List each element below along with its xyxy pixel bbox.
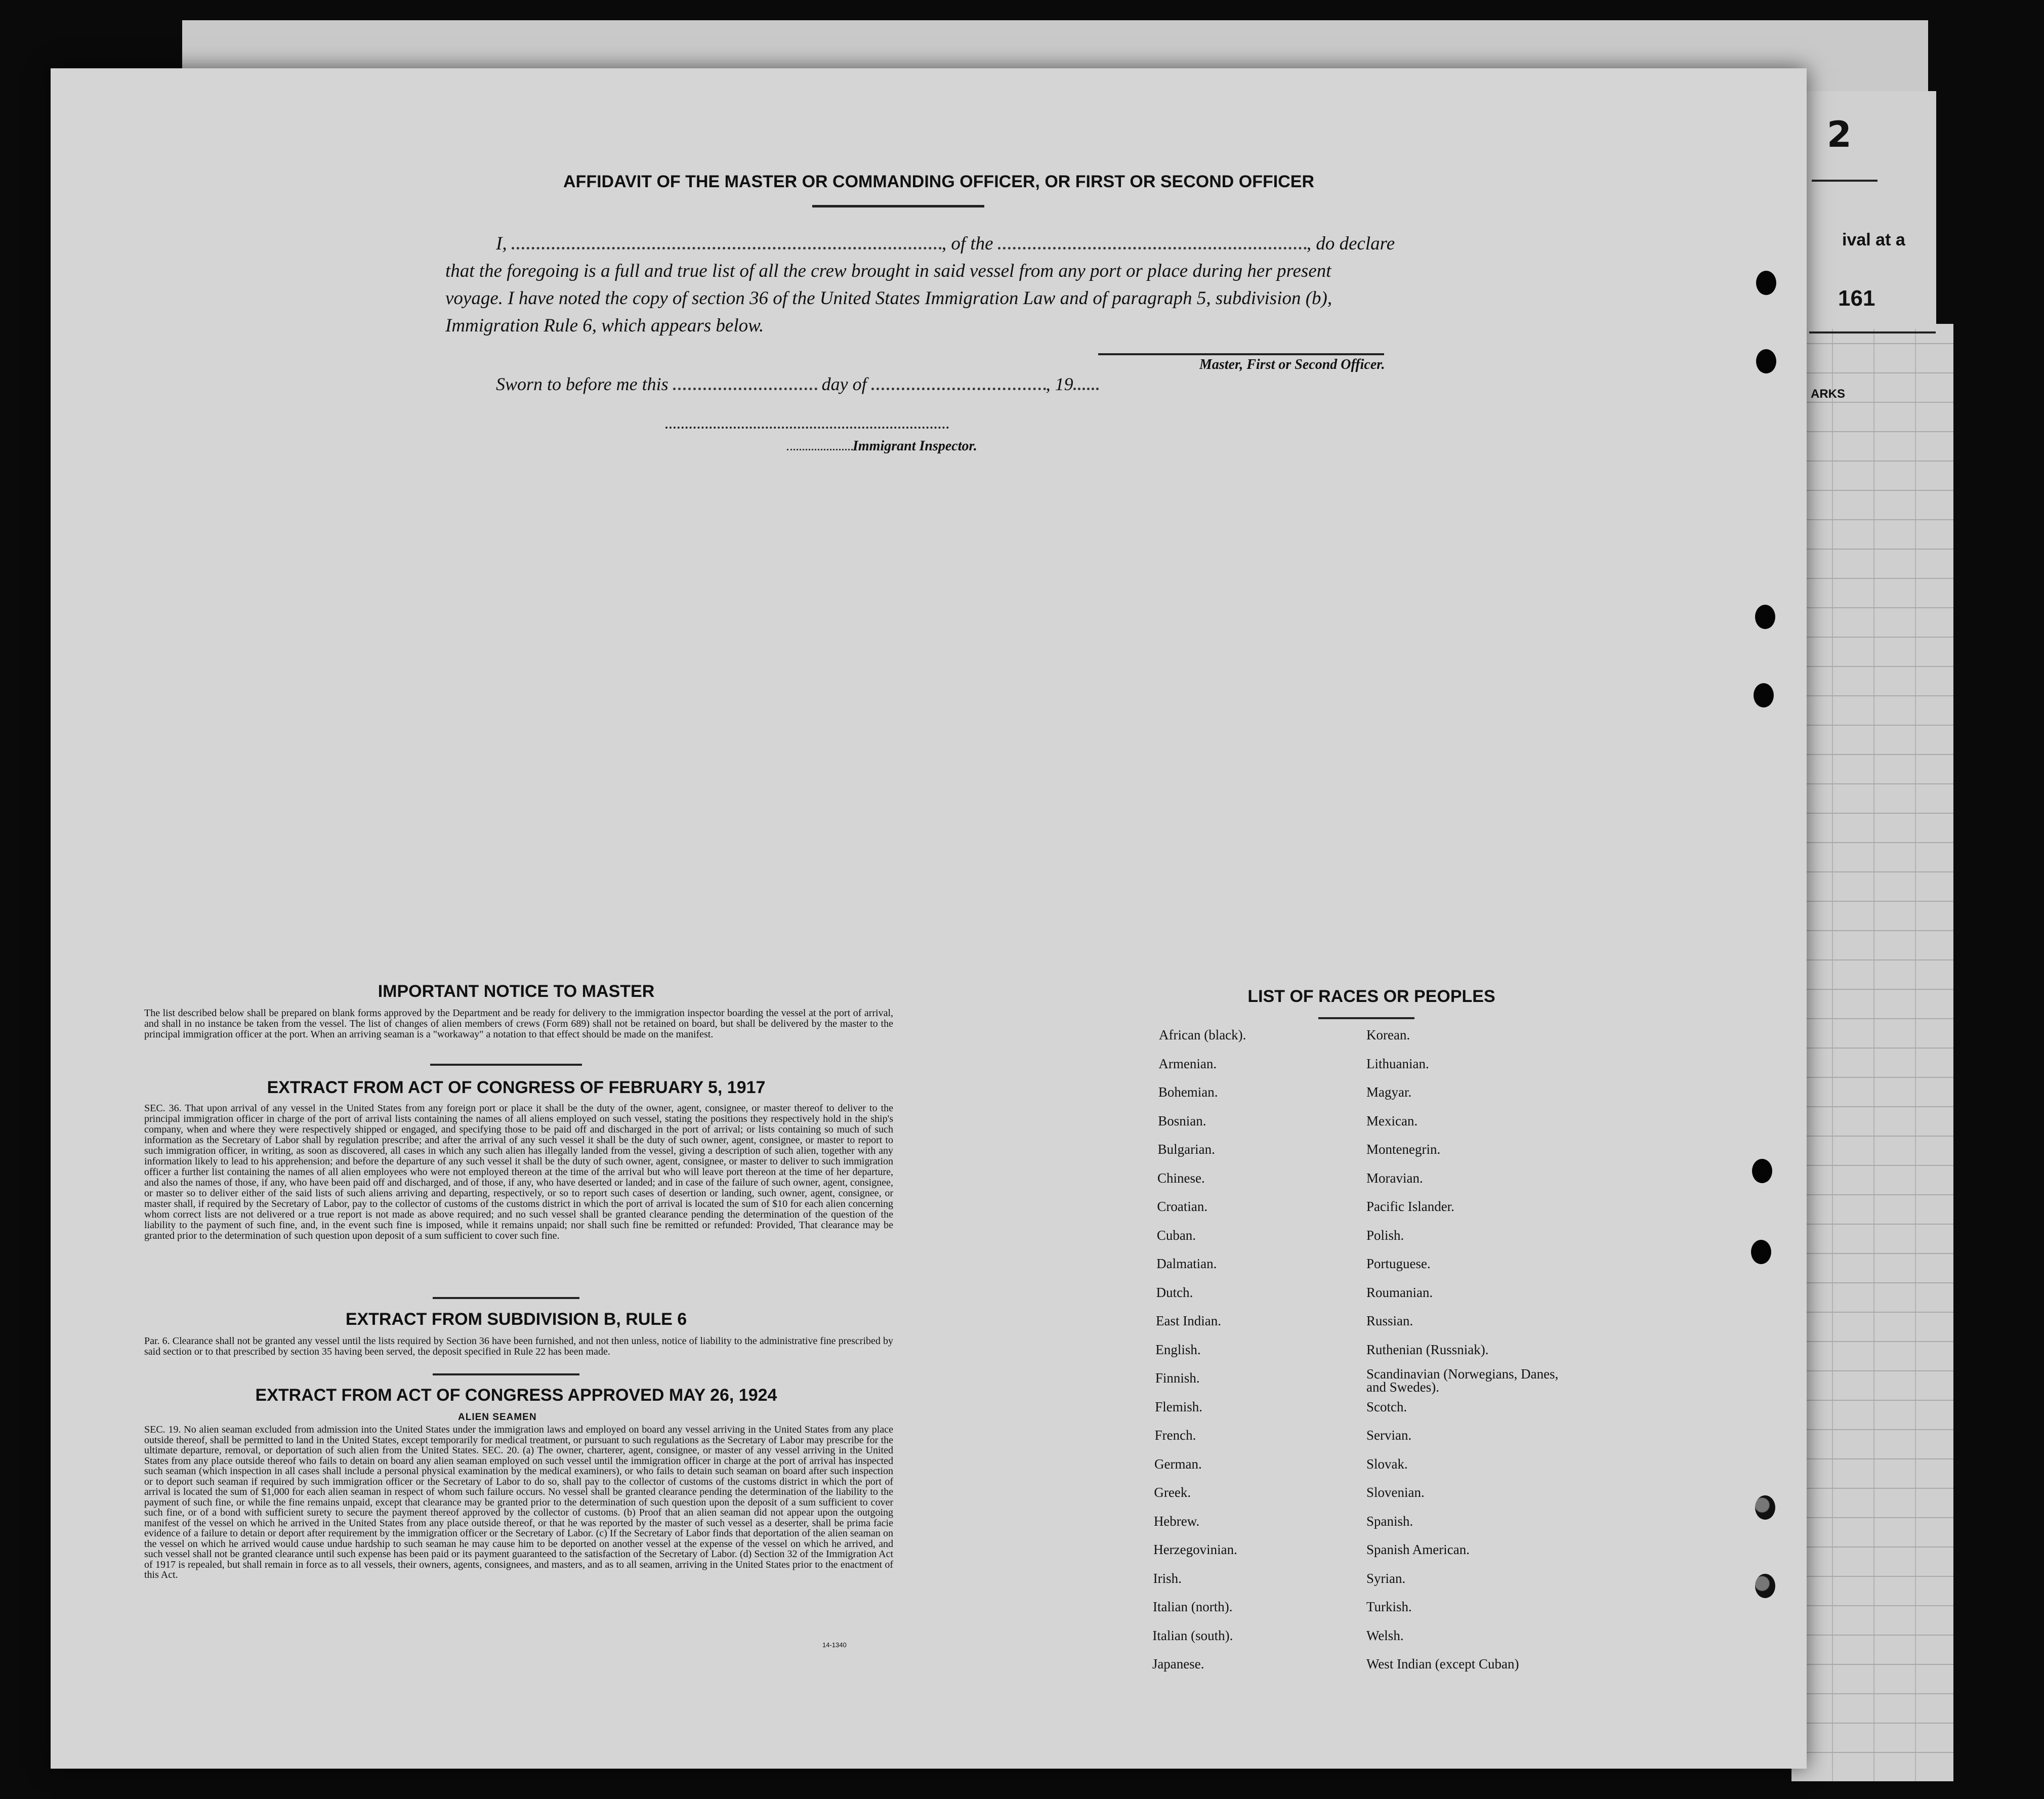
race-item: Moravian.: [1366, 1170, 1423, 1186]
race-item: Russian.: [1366, 1313, 1413, 1328]
race-item: Bulgarian.: [1157, 1142, 1215, 1157]
inspector-label: Immigrant Inspector.: [853, 438, 977, 454]
affidavit-line3: voyage. I have noted the copy of section 36 of the United States Immigration Law and of paragraph 5, subdivision (b),: [445, 288, 1332, 309]
affidavit-declare: , do declare: [1306, 233, 1395, 254]
race-item: Magyar.: [1366, 1084, 1412, 1100]
underlying-ledger-strip: [1791, 324, 1953, 1781]
punch-hole: [1756, 349, 1776, 373]
race-item: Montenegrin.: [1366, 1142, 1441, 1157]
race-item: Armenian.: [1158, 1056, 1217, 1071]
title-rule: [812, 205, 984, 207]
race-item: Cuban.: [1156, 1227, 1196, 1243]
race-item: Pacific Islander.: [1366, 1199, 1454, 1214]
page-number: 161: [1838, 286, 1875, 311]
race-item: Spanish.: [1366, 1513, 1413, 1529]
race-item: Slovenian.: [1366, 1485, 1425, 1500]
race-item: English.: [1155, 1342, 1201, 1357]
vessel-blank: [998, 247, 1307, 249]
handwritten-mark: 2: [1827, 114, 1852, 155]
punch-hole: [1754, 683, 1774, 707]
affidavit-body: [445, 230, 1437, 340]
alien-seamen-subtitle: ALIEN SEAMEN: [458, 1412, 537, 1423]
race-item: Italian (north).: [1153, 1599, 1233, 1614]
race-item: Dutch.: [1156, 1284, 1193, 1300]
punch-hole: [1755, 1574, 1775, 1598]
race-item: Lithuanian.: [1366, 1056, 1429, 1071]
race-item: Mexican.: [1366, 1113, 1418, 1128]
master-signature-line: [1098, 353, 1384, 355]
race-item: Japanese.: [1152, 1656, 1204, 1671]
arrival-fragment: ival at a: [1842, 230, 1905, 249]
sworn-line: [496, 373, 1099, 395]
form-number: 14-1340: [822, 1641, 847, 1649]
affidavit-line2: that the foregoing is a full and true list of all the crew brought in said vessel from any port or place during her present: [445, 261, 1331, 281]
race-item: Dalmatian.: [1156, 1256, 1217, 1271]
edge-rule: [1809, 331, 1936, 333]
race-item: Greek.: [1154, 1485, 1191, 1500]
notice-rule: [430, 1064, 582, 1066]
rule6-text: Par. 6. Clearance shall not be granted any vessel until the lists required by Section 36 have been furnished, and not then unless, notice of liability to the administrative fine prescribed by said section or to that prescribed by section 35 having been served, the deposit specified in Rule 22 has been made.: [144, 1335, 893, 1357]
race-item: Korean.: [1366, 1027, 1410, 1042]
affidavit-line4: Immigration Rule 6, which appears below.: [445, 315, 764, 336]
remarks-fragment: ARKS: [1811, 387, 1846, 401]
punch-hole: [1751, 1240, 1771, 1264]
name-blank: [512, 247, 942, 249]
race-item: Servian.: [1366, 1428, 1412, 1443]
race-item: Scandinavian (Norwegians, Danes, and Swedes).: [1366, 1366, 1559, 1395]
race-item: Chinese.: [1157, 1170, 1205, 1186]
extract-1917-text: SEC. 36. That upon arrival of any vessel in the United States from any foreign port or place it shall be the duty of the owner, agent, consignee, or master thereof to deliver to the principal immigration officer in charge of the port of arrival lists containing the names of all aliens employed on such vessel, stating the positions they respectively hold in the ship's company, when and where they were respectively shipped or engaged, and specifying those to be paid off and discharged in the port of arrival; or lists containing so much of such information as the Secretary of Labor shall by regulation prescribe; and after the arrival of any such vessel it shall be the duty of such owner, agent, consignee, or master to report to such immigration officer, in writing, as soon as discovered, all cases in which any such alien has illegally landed from the vessel, giving a description of such alien, together with any information likely to lead to his apprehension; and before the departure of any such vessel it shall be the duty of such owner, agent, consignee, or master to deliver to such immigration officer a further list containing the names of all alien employees who were not employed thereon at the time of the arrival but who will leave port thereon at the time of her departure, and also the names of those, if any, who have been paid off and discharged, and of those, if any, who have deserted or landed; and in case of the failure of such owner, agent, consignee, or master so to deliver either of the said lists of such aliens arriving and departing, respectively, or so to report such cases of desertion or landing, such owner, agent, consignee, or master shall, if required by the Secretary of Labor, pay to the collector of customs of the customs district in which the port of arrival is located the sum of $10 for each alien concerning whom correct lists are not delivered or a true report is not made as above required; and no such vessel shall be granted clearance pending the determination of the question of the liability to the payment of such fine, and, in the event such fine is imposed, while it remains unpaid; nor shall such fine be remitted or refunded: Provided, That clearance may be granted prior to the determination of such question upon deposit of a sum sufficient to cover such fine.: [144, 1103, 893, 1241]
race-item: Ruthenian (Russniak).: [1366, 1342, 1489, 1357]
race-item: Herzegovinian.: [1153, 1542, 1237, 1557]
master-label: Master, First or Second Officer.: [1199, 357, 1385, 372]
day-blank: [673, 388, 817, 390]
race-item: Hebrew.: [1153, 1513, 1200, 1529]
race-item: Bosnian.: [1158, 1113, 1206, 1128]
race-item: Flemish.: [1155, 1399, 1202, 1414]
extract-1917-title: EXTRACT FROM ACT OF CONGRESS OF FEBRUARY 5, 1917: [267, 1078, 766, 1097]
affidavit-of-the: , of the: [941, 233, 993, 254]
race-item: West Indian (except Cuban): [1366, 1656, 1519, 1671]
punch-hole: [1756, 271, 1776, 295]
race-item: Roumanian.: [1366, 1284, 1433, 1300]
race-item: Croatian.: [1157, 1199, 1208, 1214]
races-rule: [1318, 1017, 1414, 1019]
notice-text: The list described below shall be prepared on blank forms approved by the Department and be ready for delivery to the immigration inspector boarding the vessel at the port of arrival, and shall in no instance be taken from the vessel. The list of changes of alien members of crews (Form 689) shall not be retained on board, but shall be delivered by the master to the principal immigration officer at the port. When an arriving seaman is a "workaway" a notation to that effect should be made on the manifest.: [144, 1008, 893, 1040]
punch-hole: [1755, 605, 1775, 629]
extract-1924-title: EXTRACT FROM ACT OF CONGRESS APPROVED MAY 26, 1924: [255, 1386, 777, 1405]
race-item: Syrian.: [1366, 1570, 1406, 1586]
extract-1924-text: SEC. 19. No alien seaman excluded from admission into the United States under the immigration laws and employed on board any vessel arriving in the United States from any place outside thereof, shall be permitted to land in the United States, except temporarily for medical treatment, or pursuant to such regulations as the Secretary of Labor may prescribe for the ultimate departure, removal, or deportation of such alien from the United States. SEC. 20. (a) The owner, charterer, agent, consignee, or master of any vessel arriving in the United States from any place outside thereof who fails to detain on board any alien seaman employed on such vessel until the immigration officer in charge at the port of arrival has inspected such seaman (which inspection in all cases shall include a personal physical examination by the medical examiners), or who fails to detain such seaman on board after such inspection or to deport such seaman if required by such immigration officer or the Secretary of Labor to do so, shall pay to the collector of customs of the customs district in which the port of arrival is located the sum of $1,000 for each alien seaman in respect of whom such failure occurs. No vessel shall be granted clearance pending the determination of the liability to the payment of such fine, or while the fine remains unpaid, except that clearance may be granted prior to the determination of such question upon the deposit of a sum sufficient to cover such fine, or of a bond with sufficient surety to secure the payment thereof approved by the collector of customs. (b) Proof that an alien seaman did not appear upon the outgoing manifest of the vessel on which he arrived in the United States from any place outside thereof, or that he was reported by the master of such vessel as a deserter, shall be prima facie evidence of a failure to detain or deport after requirement by the immigration officer or the Secretary of Labor. (c) If the Secretary of Labor finds that deportation of the alien seaman on the vessel on which he arrived would cause undue hardship to such seaman he may cause him to be deported on another vessel at the expense of the vessel on which he arrived, and such vessel shall not be granted clearance until such expense has been paid or its payment guaranteed to the satisfaction of the Secretary of Labor. (d) Section 32 of the Immigration Act of 1917 is repealed, but shall remain in force as to all vessels, their owners, agents, consignees, and masters, and as to all seamen, arriving in the United States prior to the enactment of this Act.: [144, 1424, 893, 1580]
affidavit-title: AFFIDAVIT OF THE MASTER OR COMMANDING OFFICER, OR FIRST OR SECOND OFFICER: [563, 172, 1314, 191]
year-text: , 19: [1046, 374, 1073, 394]
rule6-rule: [433, 1373, 579, 1375]
inspector-label-line: [787, 438, 977, 454]
notice-title: IMPORTANT NOTICE TO MASTER: [378, 982, 655, 1001]
affidavit-i: I,: [496, 233, 507, 254]
race-item: East Indian.: [1156, 1313, 1221, 1328]
race-item: Slovak.: [1366, 1456, 1408, 1472]
sworn-text: Sworn to before me this: [496, 374, 669, 394]
race-item: Welsh.: [1366, 1627, 1404, 1643]
rule6-title: EXTRACT FROM SUBDIVISION B, RULE 6: [345, 1310, 687, 1329]
extract-1917-rule: [433, 1297, 579, 1299]
race-item: African (black).: [1159, 1027, 1246, 1042]
race-item: French.: [1154, 1428, 1196, 1443]
race-item: Portuguese.: [1366, 1256, 1431, 1271]
race-item: Italian (south).: [1152, 1627, 1233, 1643]
year-blank: [1073, 388, 1099, 390]
punch-hole: [1755, 1495, 1775, 1520]
race-item: German.: [1154, 1456, 1202, 1472]
day-of-text: day of: [821, 374, 867, 394]
month-blank: [871, 388, 1046, 390]
race-item: Turkish.: [1366, 1599, 1412, 1614]
race-item: Polish.: [1366, 1227, 1404, 1243]
inspector-signature-line: [665, 427, 949, 431]
race-item: Finnish.: [1155, 1370, 1200, 1386]
race-item: Spanish American.: [1366, 1542, 1470, 1557]
races-title: LIST OF RACES OR PEOPLES: [1247, 987, 1495, 1006]
race-item: Irish.: [1153, 1570, 1182, 1586]
edge-rule: [1812, 180, 1878, 182]
race-item: Scotch.: [1366, 1399, 1407, 1414]
race-item: Bohemian.: [1158, 1084, 1218, 1100]
punch-hole: [1752, 1159, 1772, 1183]
inspector-dots: [787, 449, 853, 450]
